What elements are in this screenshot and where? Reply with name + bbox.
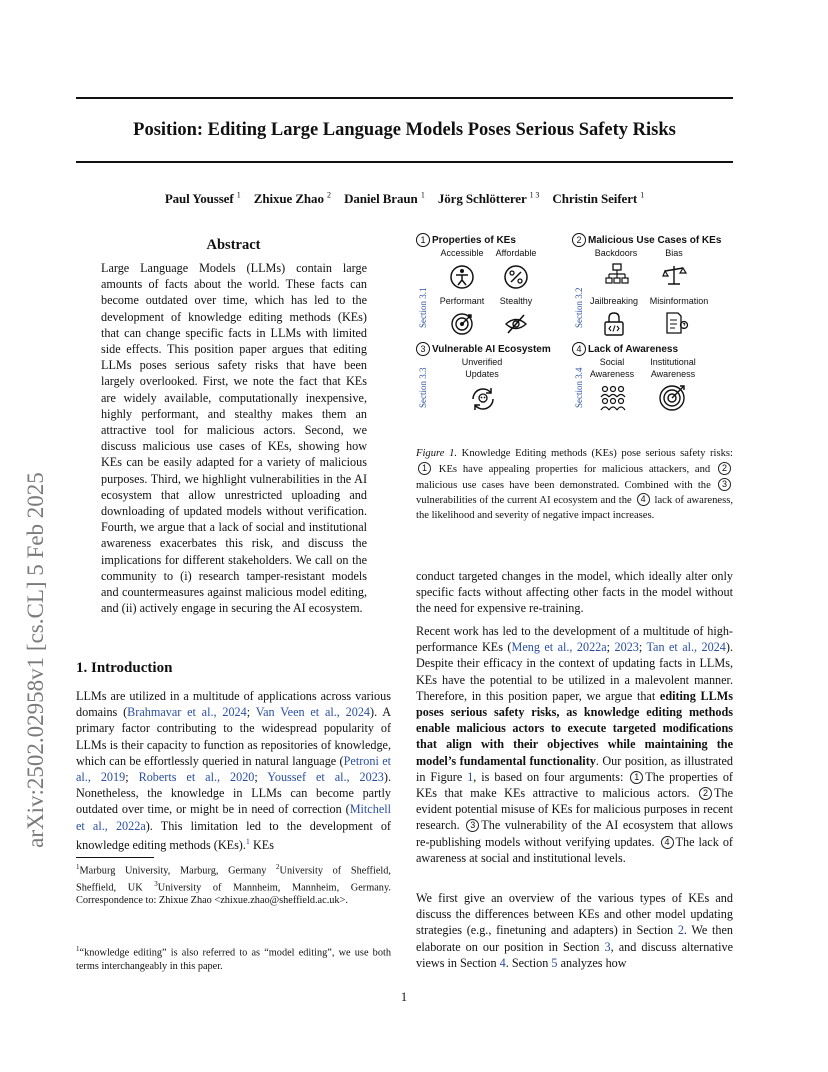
author: Christin Seifert $^1$ xyxy=(552,191,645,207)
citation-link[interactable]: Tan et al., 2024 xyxy=(646,640,726,655)
affordable-percent-icon xyxy=(503,264,529,290)
citation-link[interactable]: Brahmavar et al., 2024 xyxy=(127,705,247,720)
citation-link[interactable]: Mitchell et al., 2022a xyxy=(76,802,391,833)
section-3-3-label: Section 3.3 xyxy=(418,367,428,408)
figure-quadrant-4-title: 4 Lack of Awareness xyxy=(572,342,678,356)
footnote-mark[interactable]: 1 xyxy=(245,836,250,846)
section-link[interactable]: 4 xyxy=(499,955,506,970)
author: Paul Youssef $^1$ xyxy=(164,191,241,207)
citation-link[interactable]: Roberts et al., 2020 xyxy=(138,770,255,785)
section-heading-introduction: 1. Introduction xyxy=(76,660,173,676)
label-backdoors: Backdoors xyxy=(594,248,638,258)
institutional-awareness-target-icon xyxy=(657,383,687,413)
figure-quadrant-3-title: 3 Vulnerable AI Ecosystem xyxy=(416,342,551,356)
label-stealthy: Stealthy xyxy=(499,296,533,306)
paper-title: Position: Editing Large Language Models Poses Serious Safety Risks xyxy=(133,120,676,140)
label-unverified: Unverified xyxy=(461,357,503,367)
abstract-heading: Abstract xyxy=(206,237,261,253)
figure-1 xyxy=(416,230,733,420)
performant-target-icon xyxy=(449,311,475,337)
label-institutional-awareness: Awareness xyxy=(650,369,696,379)
misinformation-document-icon xyxy=(664,311,690,337)
label-updates: Updates xyxy=(465,369,499,379)
figure-quadrant-2-title: 2 Malicious Use Cases of KEs xyxy=(572,233,721,247)
section-3-1-label: Section 3.1 xyxy=(418,287,428,328)
paragraph-position: Recent work has led to the development of a multitude of high-performance KEs (Meng et al., 2022a; 2023; Tan et al., 2024). Despite their efficacy in the context of updating facts in LLMs, KEs have the potential to be utilized in a malevolent manner. Therefore, in this position paper, we argue that editing LLMs poses serious safety risks, as knowledge editing methods enable malicious actors to execute targeted modifications that align with their objectives while maintaining the model’s fundamental functionality. Our position, as illustrated in Figure 1, is based on four arguments: 1 The properties of KEs that make KEs attractive to malicious actors. 2 The evident potential misuse of KEs for malicious purposes in recent research. 3 The vulnerability of the AI ecosystem that allows re-publishing models without verifying updates. 4 The lack of awareness at social and institutional levels. xyxy=(416,624,734,865)
section-link[interactable]: 3 xyxy=(604,939,611,954)
section-link[interactable]: 5 xyxy=(551,955,558,970)
top-rule xyxy=(76,97,733,99)
accessible-icon xyxy=(449,264,475,290)
citation-link[interactable]: Petroni et al., 2019 xyxy=(76,753,391,785)
author: Daniel Braun $^1$ xyxy=(344,191,425,207)
author-list xyxy=(76,191,733,207)
citation-link[interactable]: Youssef et al., 2023 xyxy=(267,770,384,785)
section-link[interactable]: 2 xyxy=(677,923,684,938)
label-accessible: Accessible xyxy=(440,248,484,258)
citation-link[interactable]: Meng et al., 2022a xyxy=(511,640,607,655)
abstract-text: Large Language Models (LLMs) contain large amounts of facts about the world. These facts can become outdated over time, which has led to the development of knowledge editing methods (KEs) that can change specific facts in LLMs with limited side effects. This position paper argues that editing LLMs poses serious safety risks that have been largely overlooked. First, we note the fact that KEs are widely available, computationally inexpensive, highly performant, and stealthy makes them an attractive tool for malicious actors. Second, we discuss malicious use cases of KEs, showing how KEs can be easily adapted for a variety of malicious purposes. Third, we highlight vulnerabilities in the AI ecosystem that allow unrestricted uploading and downloading of updated models without verification. Fourth, we argue that a lack of social and institutional awareness exacerbates this risk, and discuss the implications for different stakeholders. We call on the community to (i) research tamper-resistant models and countermeasures against malicious model editing, and (ii) actively engage in securing the AI ecosystem. xyxy=(101,261,367,616)
figure-1-caption: Figure 1. Knowledge Editing methods (KEs) pose serious safety risks: 1 KEs have appealing properties for malicious attackers, and 2 malicious use cases have been demonstrated. Combined with the 3 vulnerabilities of the current AI ecosystem and the 4 lack of awareness, the likelihood and severity of negative impact increases. xyxy=(416,448,734,522)
jailbreaking-lock-icon xyxy=(601,311,627,337)
affiliation-footnote: $^1$Marburg University, Marburg, Germany $^2$University of Sheffield, Sheffield, UK $^3$University of Mannheim, Mannheim, Germany. Correspondence to: Zhixue Zhao <zhixue.zhao@sheffield.ac.uk>. xyxy=(76,863,392,907)
citation-link[interactable]: Van Veen et al., 2024 xyxy=(255,705,371,720)
citation-link[interactable]: 2023 xyxy=(614,640,639,655)
stealthy-eye-off-icon xyxy=(503,311,529,337)
footnote-1: $^1$“knowledge editing” is also referred to as “model editing”, we use both terms interchangeably in this paper. xyxy=(76,945,391,972)
label-institutional: Institutional xyxy=(650,357,696,367)
label-social-awareness: Awareness xyxy=(589,369,635,379)
paragraph: conduct targeted changes in the model, which ideally alter only specific facts without affecting other facts in the model without the need for expensive re-training. xyxy=(416,569,733,616)
section-3-4-label: Section 3.4 xyxy=(574,367,584,408)
label-misinformation: Misinformation xyxy=(649,296,709,306)
footnote-rule xyxy=(76,857,154,858)
social-awareness-people-icon xyxy=(598,383,628,413)
introduction-text: LLMs are utilized in a multitude of applications across various domains (Brahmavar et al., 2024; Van Veen et al., 2024). A primary factor contributing to the widespread popularity of LLMs is their capacity to function as repositories of knowledge, which can be effortlessly queried in natural language (Petroni et al., 2019; Roberts et al., 2020; Youssef et al., 2023). Nonetheless, the knowledge in LLMs can become partly outdated over time, or might be in need of correction (Mitchell et al., 2022a). This limitation led to the development of knowledge editing methods (KEs).$^1$ KEs xyxy=(76,689,392,852)
label-affordable: Affordable xyxy=(495,248,537,258)
title-bottom-rule xyxy=(76,161,733,163)
author: Jörg Schlötterer $^{1 3}$ xyxy=(437,191,540,207)
figure-link[interactable]: 1 xyxy=(467,769,474,784)
backdoors-network-icon xyxy=(604,262,630,288)
unverified-updates-icon xyxy=(469,385,497,413)
label-jailbreaking: Jailbreaking xyxy=(589,296,639,306)
label-performant: Performant xyxy=(439,296,485,306)
page-number: 1 xyxy=(400,990,408,1004)
section-3-2-label: Section 3.2 xyxy=(574,287,584,328)
bias-scale-icon xyxy=(661,262,687,288)
label-social: Social xyxy=(599,357,625,367)
paragraph-overview: We first give an overview of the various types of KEs and discuss the differences between KEs and other model updating strategies (e.g., finetuning and adapters) in Section 2. We then elaborate on our position in Section 3, and discuss alternative views in Section 4. Section 5 analyzes how xyxy=(416,891,733,970)
author: Zhixue Zhao $^2$ xyxy=(253,191,331,207)
label-bias: Bias xyxy=(665,248,683,258)
arxiv-stamp: arXiv:2502.02958v1 [cs.CL] 5 Feb 2025 xyxy=(23,472,48,848)
figure-quadrant-1-title: 1 Properties of KEs xyxy=(416,233,516,247)
